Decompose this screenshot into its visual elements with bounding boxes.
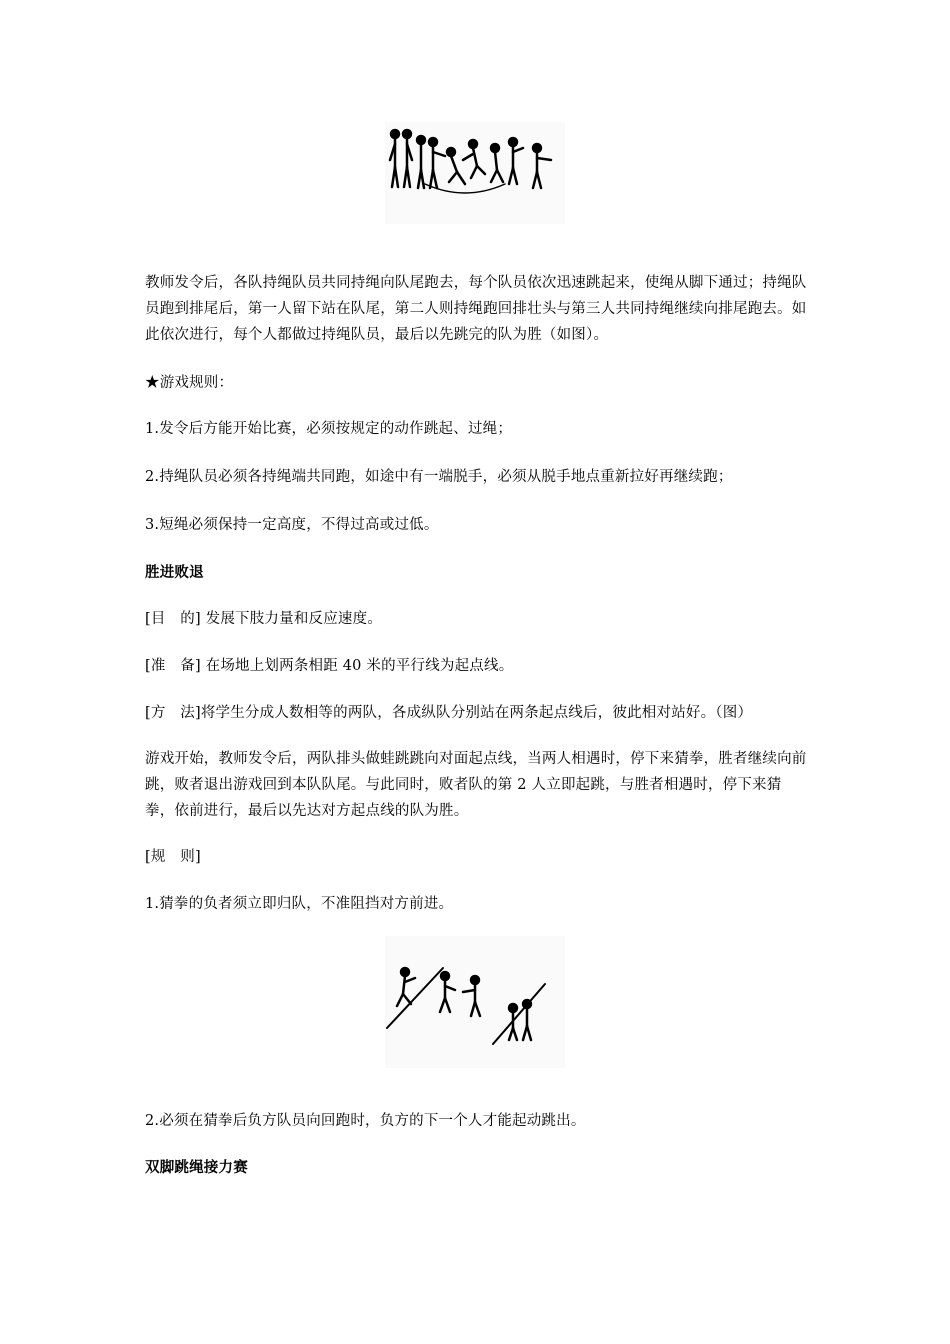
rope-jump-figures-icon bbox=[385, 122, 565, 224]
rule-item-1: 1.发令后方能开始比赛，必须按规定的动作跳起、过绳； bbox=[145, 421, 513, 437]
paragraph-game-description: 教师发令后，各队持绳队员共同持绳向队尾跑去，每个队员依次迅速跳起来，使绳从脚下通过；持绳队员跑到排尾后，第一人留下站在队尾，第二人则持绳跑回排壮头与第三人共同持绳继续向排尾跑去。如此依次进行，每个人都做过持绳队员，最后以先跳完的队为胜（如图）。 bbox=[145, 275, 807, 343]
frog-jump-illustration bbox=[385, 936, 565, 1068]
method-line: [方 法]将学生分成人数相等的两队，各成纵队分别站在两条起点线后，彼此相对站好。（图） bbox=[145, 705, 753, 721]
rules-label: [规 则] bbox=[145, 849, 201, 865]
rope-jump-illustration bbox=[385, 122, 565, 224]
purpose-line: [目 的] 发展下肢力量和反应速度。 bbox=[145, 611, 383, 627]
section2-rule-2: 2.必须在猜拳后负方队员向回跑时，负方的下一个人才能起动跳出。 bbox=[145, 1113, 586, 1129]
section2-rule-1: 1.猜拳的负者须立即归队，不准阻挡对方前进。 bbox=[145, 896, 454, 912]
game-procedure-paragraph: 游戏开始，教师发令后，两队排头做蛙跳跳向对面起点线，当两人相遇时，停下来猜拳，胜者继续向前跳，败者退出游戏回到本队队尾。与此同时，败者队的第 2 人立即起跳，与胜者相遇时，停下来猜拳，依前进行，最后以先达对方起点线的队为胜。 bbox=[145, 751, 807, 819]
rule-item-3: 3.短绳必须保持一定高度，不得过高或过低。 bbox=[145, 517, 439, 533]
prepare-line: [准 备] 在场地上划两条相距 40 米的平行线为起点线。 bbox=[145, 658, 514, 674]
section-title-rope-relay: 双脚跳绳接力赛 bbox=[145, 1160, 248, 1176]
rule-item-2: 2.持绳队员必须各持绳端共同跑，如途中有一端脱手，必须从脱手地点重新拉好再继续跑； bbox=[145, 469, 733, 485]
frog-jump-figures-icon bbox=[385, 936, 565, 1068]
rules-heading: ★游戏规则： bbox=[145, 375, 234, 391]
section-title-advance-retreat: 胜进败退 bbox=[145, 565, 204, 581]
